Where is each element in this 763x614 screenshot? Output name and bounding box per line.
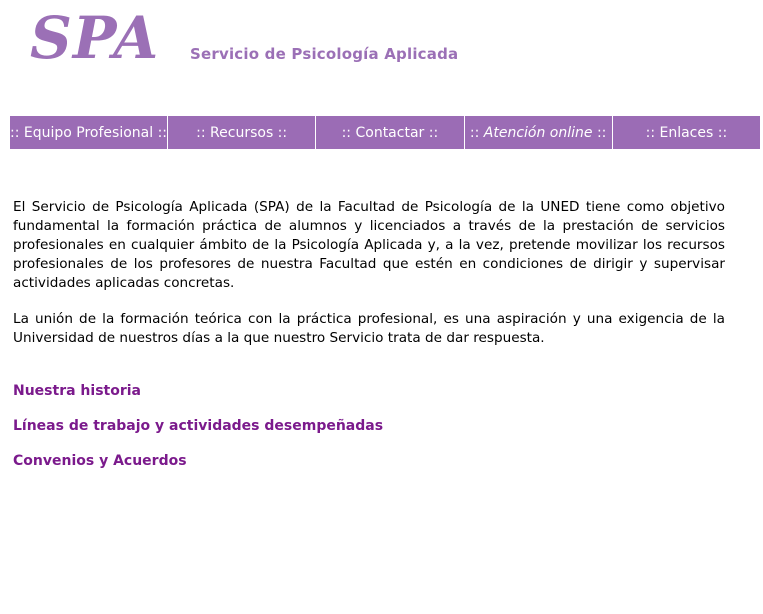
link-convenios[interactable]: Convenios y Acuerdos xyxy=(13,453,187,469)
link-nuestra-historia[interactable]: Nuestra historia xyxy=(13,383,141,399)
intro-paragraph: La unión de la formación teórica con la práctica profesional, es una aspiración y una exigencia de la Universidad de nuestros días a la que nuestro Servicio trata de dar respuesta. xyxy=(13,311,725,346)
intro-content xyxy=(13,198,725,365)
site-subtitle: Servicio de Psicología Aplicada xyxy=(190,45,459,63)
nav-contactar[interactable]: :: Contactar :: xyxy=(316,116,464,149)
section-links xyxy=(13,382,383,487)
link-lineas-de-trabajo[interactable]: Líneas de trabajo y actividades desempeñadas xyxy=(13,418,384,434)
intro-paragraph: El Servicio de Psicología Aplicada (SPA) de la Facultad de Psicología de la UNED tiene como objetivo fundamental la formación práctica de alumnos y licenciados a través de la prestación de servicios profesionales en cualquier ámbito de la Psicología Aplicada y, a la vez, pretende movilizar los recursos profesionales de los profesores de nuestra Facultad que estén en condiciones de dirigir y supervisar actividades aplicadas concretas. xyxy=(13,199,725,291)
nav-enlaces[interactable]: :: Enlaces :: xyxy=(645,124,728,141)
nav-recursos[interactable]: :: Recursos :: xyxy=(168,116,316,149)
spa-logo[interactable]: SPA xyxy=(30,4,160,72)
nav-atencion-label: Atención online xyxy=(483,124,593,141)
nav-equipo-profesional[interactable]: :: Equipo Profesional :: xyxy=(10,116,168,149)
main-nav xyxy=(10,116,760,149)
nav-atencion-suffix: :: xyxy=(592,124,607,141)
nav-atencion-prefix: :: xyxy=(469,124,484,141)
nav-atencion-online[interactable] xyxy=(465,116,613,149)
site-header xyxy=(0,0,763,100)
